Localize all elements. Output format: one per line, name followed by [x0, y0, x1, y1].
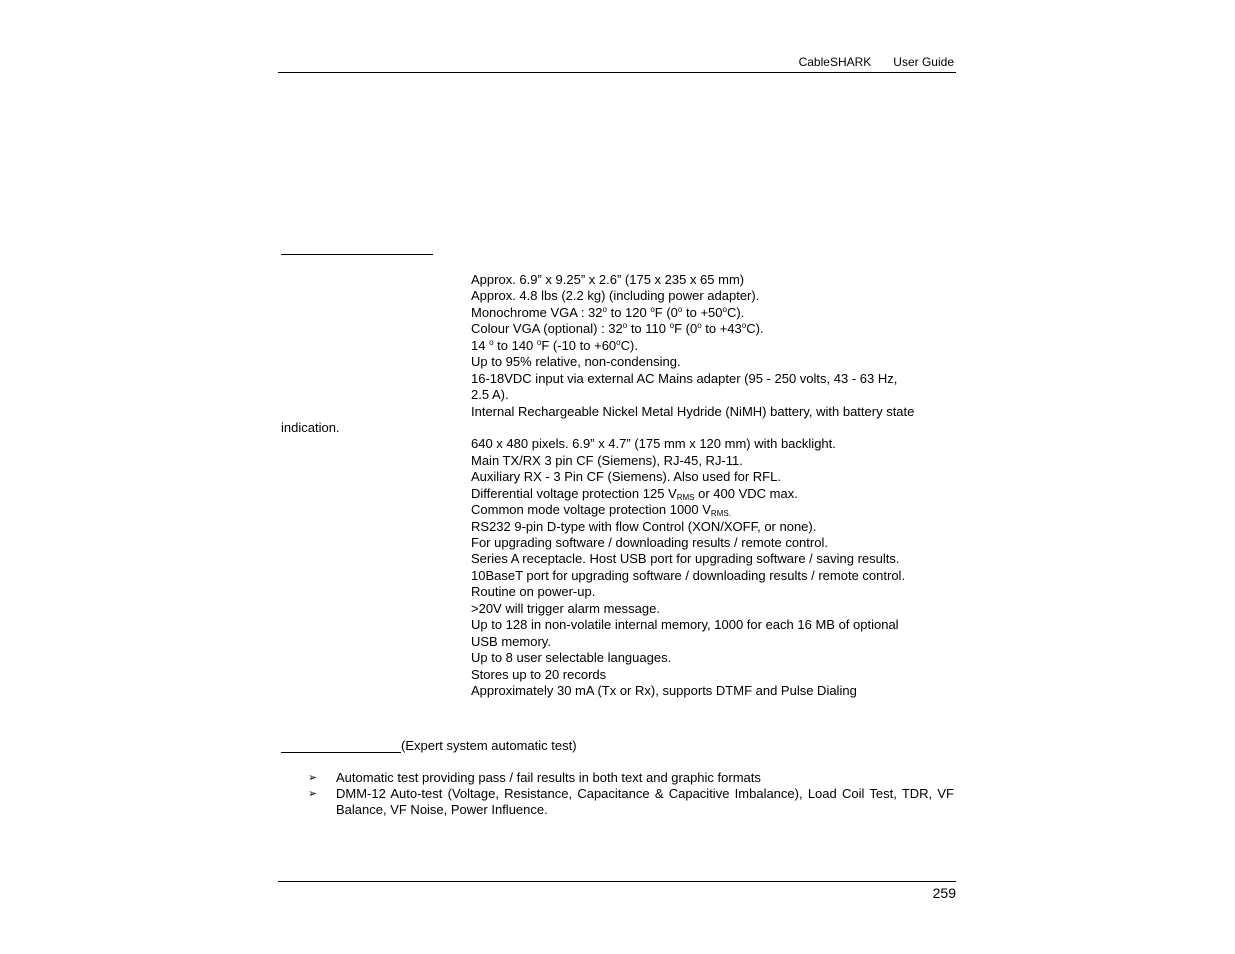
page-header — [278, 54, 956, 73]
spec-voltage-alarm: >20V will trigger alarm message. — [471, 600, 660, 616]
feature-bullet-list — [308, 770, 954, 818]
spec-humidity: Up to 95% relative, non-condensing. — [471, 354, 681, 370]
list-item — [308, 770, 954, 786]
spec-memory-line2: USB memory. — [471, 633, 551, 649]
spec-power-line2: 2.5 A). — [471, 387, 509, 403]
expert-heading — [281, 738, 577, 754]
spec-main-txrx: Main TX/RX 3 pin CF (Siemens), RJ-45, RJ-11. — [471, 452, 743, 468]
header-text — [799, 55, 954, 69]
spec-usb: Series A receptacle. Host USB port for upgrading software / saving results. — [471, 551, 900, 567]
arrow-bullet-icon: ➢ — [308, 772, 318, 784]
spec-memory-line1: Up to 128 in non-volatile internal memory, 1000 for each 16 MB of optional — [471, 617, 899, 633]
section-heading-underline — [281, 254, 433, 255]
spec-weight: Approx. 4.8 lbs (2.2 kg) (including power adapter). — [471, 288, 760, 304]
spec-butt-set: Approximately 30 mA (Tx or Rx), supports DTMF and Pulse Dialing — [471, 682, 857, 698]
spec-rs232-use: For upgrading software / downloading results / remote control. — [471, 535, 828, 550]
spec-languages: Up to 8 user selectable languages. — [471, 650, 672, 666]
spec-dimensions: Approx. 6.9” x 9.25” x 2.6” (175 x 235 x 65 mm) — [471, 272, 745, 287]
spec-common-mode-protection: Common mode voltage protection 1000 $V_{RMS.}$ — [471, 502, 731, 519]
arrow-bullet-icon: ➢ — [308, 788, 318, 800]
spec-differential-protection: Differential voltage protection 125 $V_{RMS}$ or 400 VDC max. — [471, 485, 798, 502]
spec-operating-temp-colour: Colour VGA (optional) : 32$^o$ to 110 $^o$F (0$^o$ to $+43^oC$). — [471, 321, 764, 337]
header-title: User Guide — [893, 55, 954, 69]
spec-records: Stores up to 20 records — [471, 666, 607, 682]
specifications-list — [281, 272, 961, 699]
spec-battery-line2: indication. — [281, 419, 340, 435]
spec-aux-rx: Auxiliary RX - 3 Pin CF (Siemens). Also used for RFL. — [471, 469, 781, 485]
spec-operating-temp-mono: Monochrome VGA : 32$^o$ to 120 $^o$F (0$^o$ to $+50^oC$). — [471, 304, 745, 320]
expert-heading-suffix: (Expert system automatic test) — [401, 738, 577, 753]
expert-heading-underline — [281, 738, 401, 753]
spec-ethernet: 10BaseT port for upgrading software / downloading results / remote control. — [471, 567, 906, 583]
header-product: CableSHARK — [798, 55, 872, 69]
list-item — [308, 786, 954, 818]
spec-power-line1: 16-18VDC input via external AC Mains adapter (95 - 250 volts, 43 - 63 Hz, — [471, 370, 898, 386]
spec-storage-temp: 14 $^o$ to 140 $^o$F (-10 to $+60^oC$). — [471, 337, 638, 353]
list-item-text: DMM-12 Auto-test (Voltage, Resistance, Capacitance & Capacitive Imbalance), Load Coil Test, TDR, VF Balance, VF Noise, Power Influence. — [336, 786, 954, 817]
page-number: 259 — [932, 885, 956, 901]
spec-rs232: RS232 9-pin D-type with flow Control (XON/XOFF, or none). — [471, 518, 817, 534]
list-item-text: Automatic test providing pass / fail results in both text and graphic formats — [336, 770, 761, 785]
spec-display: 640 x 480 pixels. 6.9” x 4.7” (175 mm x 120 mm) with backlight. — [471, 436, 836, 452]
page-footer — [278, 881, 956, 901]
spec-battery-line1: Internal Rechargeable Nickel Metal Hydride (NiMH) battery, with battery state — [471, 403, 915, 419]
spec-self-test: Routine on power-up. — [471, 584, 596, 600]
